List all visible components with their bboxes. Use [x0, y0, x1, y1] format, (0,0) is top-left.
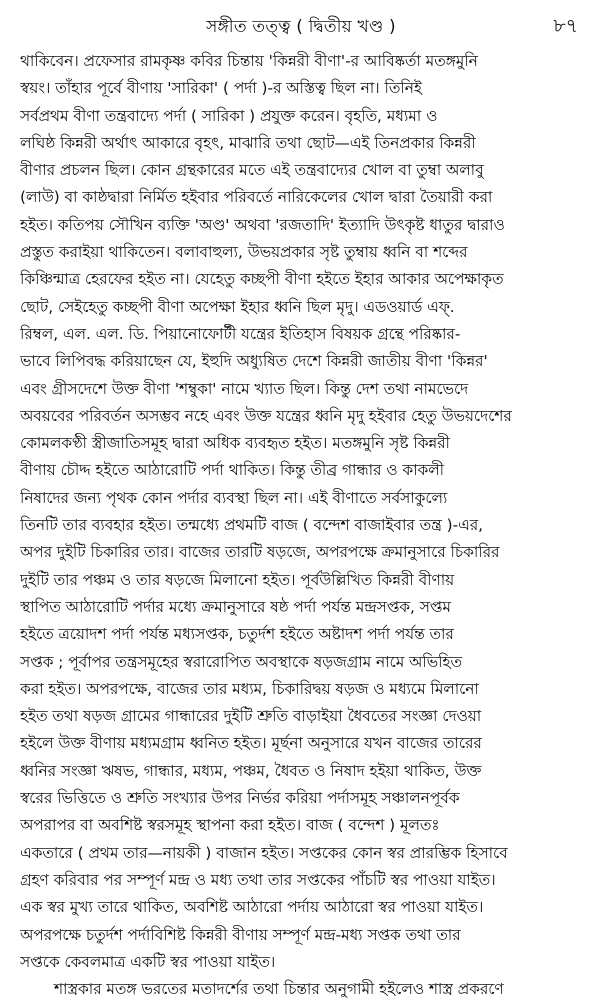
text-line: (লাউ) বা কাষ্ঠদ্বারা নির্মিত হইবার পরিবর্তে নারিকেলের খোল দ্বারা তৈয়ারী করা: [20, 188, 493, 207]
text-line: সপ্তক ; পূর্বাপর তন্ত্রসমূহের স্বরারোপিত অবস্থাকে ষড়জগ্রাম নামে অভিহিত: [20, 652, 462, 671]
text-line: করা হইত। অপরপক্ষে, বাজের তার মধ্যম, চিকারিদ্বয় ষড়জ ও মধ্যমে মিলানো: [20, 679, 479, 698]
text-line: অবয়বের পরিবর্তন অসম্ভব নহে এবং উক্ত যন্ত্রের ধ্বনি মৃদু হইবার হেতু উভয়দেশের: [20, 406, 512, 425]
text-line: হইতে ত্রয়োদশ পর্দা পর্যন্ত মধ্যসপ্তক, চতুর্দশ হইতে অষ্টাদশ পর্দা পর্যন্ত তার: [20, 625, 454, 644]
text-line: স্বরের ভিত্তিতে ও শ্রুতি সংখ্যার উপর নির্ভর করিয়া পর্দাসমূহ সঞ্চালনপূর্বক: [20, 789, 460, 808]
text-line: ভাবে লিপিবদ্ধ করিয়াছেন যে, ইহুদি অধ্যুষিত দেশে কিন্নরী জাতীয় বীণা 'কিন্নর': [20, 352, 488, 371]
text-line: বীণার প্রচলন ছিল। কোন গ্রন্থকারের মতে এই তন্ত্রবাদ্যের খোল বা তুম্বা অলাবু: [20, 161, 484, 180]
text-line: অপরপক্ষে চতুর্দশ পর্দাবিশিষ্ট কিন্নরী বীণায় সম্পূর্ণ মন্দ্র-মধ্য সপ্তক তথা তার: [20, 925, 461, 944]
text-line: স্বয়ং। তাঁহার পূর্বে বীণায় 'সারিকা' ( পর্দা )-র অস্তিত্ব ছিল না। তিনিই: [20, 79, 422, 98]
running-title: সঙ্গীত তত্ত্ব ( দ্বিতীয় খণ্ড ): [206, 17, 396, 37]
text-line: অপরাপর বা অবশিষ্ট স্বরসমূহ স্থাপনা করা হইত। বাজ ( বন্দেশ ) মূলতঃ: [20, 816, 440, 835]
text-line: সপ্তকে কেবলমাত্র একটি স্বর পাওয়া যাইত।: [20, 952, 276, 971]
text-line: তিনটি তার ব্যবহার হইত। তন্মধ্যে প্রথমটি বাজ ( বন্দেশ বাজাইবার তন্ত্র )-এর,: [20, 516, 484, 535]
text-line: প্রস্তুত করাইয়া থাকিতেন। বলাবাহুল্য, উভয়প্রকার সৃষ্ট তুম্বায় ধ্বনি বা শব্দের: [20, 243, 468, 262]
text-line: হইত। কতিপয় সৌখিন ব্যক্তি 'অণ্ড' অথবা 'রজতাদি' ইত্যাদি উৎকৃষ্ট ধাতুর দ্বারাও: [20, 215, 505, 234]
text-line: ধ্বনির সংজ্ঞা ঋষভ, গান্ধার, মধ্যম, পঞ্চম, ধৈবত ও নিষাদ হইয়া থাকিত, উক্ত: [20, 761, 482, 780]
text-line: স্থাপিত আঠারোটি পর্দার মধ্যে ক্রমানুসারে ষষ্ঠ পর্দা পর্যন্ত মন্দ্রসপ্তক, সপ্তম: [20, 597, 451, 616]
text-line: এবং গ্রীসদেশে উক্ত বীণা 'শম্বুকা' নামে খ্যাত ছিল। কিন্তু দেশ তথা নামভেদে: [20, 379, 469, 398]
text-line: শাস্ত্রকার মতঙ্গ ভরতের মতাদর্শের তথা চিন্তার অনুগামী হইলেও শাস্ত্র প্রকরণে: [54, 980, 504, 999]
text-line: এক স্বর মুখ্য তারে থাকিত, অবশিষ্ট আঠারো পর্দায় আঠারো স্বর পাওয়া যাইত।: [20, 898, 484, 917]
text-line: কিঞ্চিন্মাত্র হেরফের হইত না। যেহেতু কচ্ছপী বীণা হইতে ইহার আকার অপেক্ষাকৃত: [20, 270, 504, 289]
text-line: থাকিবেন। প্রফেসার রামকৃষ্ণ কবির চিন্তায় 'কিন্নরী বীণা'-র আবিষ্কর্তা মতঙ্গমুনি: [20, 52, 478, 70]
page-number: ৮৭: [553, 15, 578, 37]
body-text: [20, 48, 582, 1003]
text-line: কোমলকণ্ঠী স্ত্রীজাতিসমূহ দ্বারা অধিক ব্যবহৃত হইত। মতঙ্গমুনি সৃষ্ট কিন্নরী: [20, 434, 450, 453]
page-header: [20, 8, 582, 42]
text-line: ছোট, সেইহেতু কচ্ছপী বীণা অপেক্ষা ইহার ধ্বনি ছিল মৃদু। এডওয়ার্ড এফ্.: [20, 297, 455, 316]
text-line: গ্রহণ করিবার পর সম্পূর্ণ মন্দ্র ও মধ্য তথা তার সপ্তকের পাঁচটি স্বর পাওয়া যাইত।: [20, 870, 496, 889]
text-line: একতারে ( প্রথম তার—নায়কী ) বাজান হইত। সপ্তকের কোন স্বর প্রারম্ভিক হিসাবে: [20, 843, 508, 862]
text-line: দুইটি তার পঞ্চম ও তার ষড়জে মিলানো হইত। পূর্বউল্লিখিত কিন্নরী বীণায়: [20, 570, 455, 589]
text-line: লঘিষ্ঠ কিন্নরী অর্থাৎ আকারে বৃহৎ, মাঝারি তথা ছোট—এই তিনপ্রকার কিন্নরী: [20, 133, 476, 152]
text-line: হইলে উক্ত বীণায় মধ্যমগ্রাম ধ্বনিত হইত। মূর্ছনা অনুসারে যখন বাজের তারের: [20, 734, 482, 753]
text-line: নিষাদের জন্য পৃথক কোন পর্দার ব্যবস্থা ছিল না। এই বীণাতে সর্বসাকুল্যে: [20, 488, 448, 507]
text-line: অপর দুইটি চিকারির তার। বাজের তারটি ষড়জে, অপরপক্ষে ক্রমানুসারে চিকারির: [20, 543, 500, 562]
text-line: রিম্বল, এল. এল. ডি. পিয়ানোফোর্টী যন্ত্রের ইতিহাস বিষয়ক গ্রন্থে পরিষ্কার-: [20, 324, 461, 343]
text-line: বীণায় চৌদ্দ হইতে আঠারোটি পর্দা থাকিত। কিন্তু তীব্র গান্ধার ও কাকলী: [20, 461, 445, 480]
text-line: হইত তথা ষড়জ গ্রামের গান্ধারের দুইটি শ্রুতি বাড়াইয়া ধৈবতের সংজ্ঞা দেওয়া: [20, 707, 482, 726]
text-line: সর্বপ্রথম বীণা তন্ত্রবাদ্যে পর্দা ( সারিকা ) প্রযুক্ত করেন। বৃহতি, মধ্যমা ও: [20, 106, 438, 125]
